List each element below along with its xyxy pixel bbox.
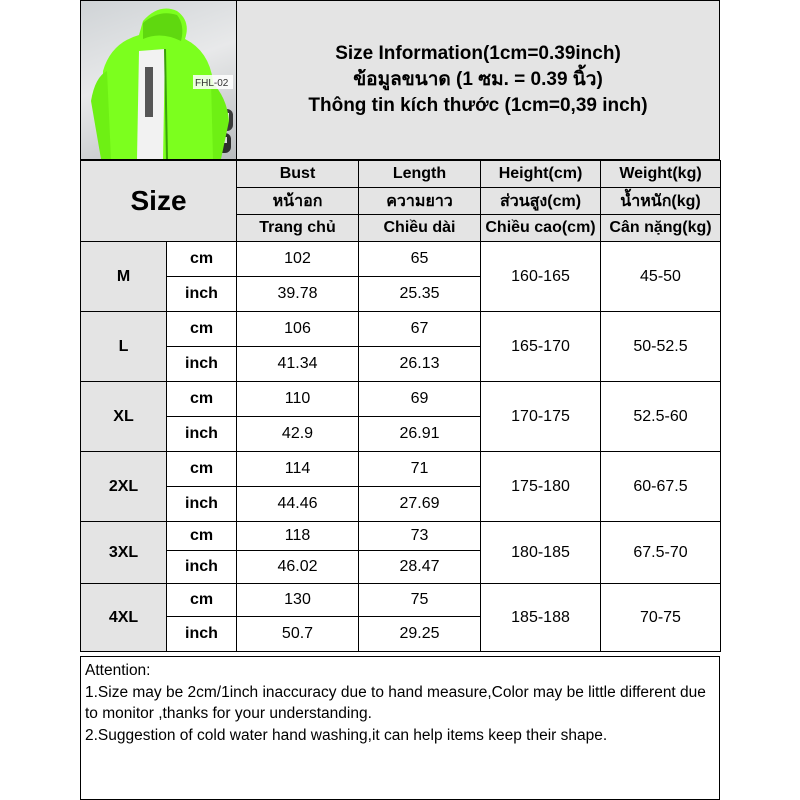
bust-value: 114	[237, 452, 359, 487]
size-label: 2XL	[81, 452, 167, 522]
height-value: 160-165	[481, 242, 601, 312]
unit-label: inch	[167, 551, 237, 584]
attention-note-1: 1.Size may be 2cm/1inch inaccuracy due to hand measure,Color may be little different due to monitor ,thanks for your understanding.	[85, 683, 706, 722]
size-label: XL	[81, 382, 167, 452]
height-value: 170-175	[481, 382, 601, 452]
length-value: 28.47	[359, 551, 481, 584]
size-header: Size	[81, 161, 237, 242]
unit-label: inch	[167, 617, 237, 652]
weight-value: 50-52.5	[601, 312, 721, 382]
column-header-bust: Trang chủ	[237, 215, 359, 242]
title-english: Size Information(1cm=0.39inch)	[335, 43, 621, 64]
title-vietnamese: Thông tin kích thước (1cm=0,39 inch)	[308, 95, 648, 116]
jacket-image	[81, 1, 236, 159]
length-value: 27.69	[359, 487, 481, 522]
unit-label: cm	[167, 522, 237, 551]
height-value: 180-185	[481, 522, 601, 584]
unit-label: cm	[167, 584, 237, 617]
column-header-bust: Bust	[237, 161, 359, 188]
bust-value: 130	[237, 584, 359, 617]
length-value: 71	[359, 452, 481, 487]
column-header-length: ความยาว	[359, 188, 481, 215]
table-row	[81, 382, 721, 417]
length-value: 69	[359, 382, 481, 417]
column-header-weight: น้ำหนัก(kg)	[601, 188, 721, 215]
photo-logo-text: FHL-02	[195, 78, 229, 89]
length-value: 73	[359, 522, 481, 551]
title-area	[237, 1, 719, 159]
bust-value: 50.7	[237, 617, 359, 652]
length-value: 25.35	[359, 277, 481, 312]
length-value: 65	[359, 242, 481, 277]
table-row	[81, 584, 721, 617]
bust-value: 39.78	[237, 277, 359, 312]
column-header-weight: Weight(kg)	[601, 161, 721, 188]
bust-value: 44.46	[237, 487, 359, 522]
weight-value: 52.5-60	[601, 382, 721, 452]
unit-label: cm	[167, 382, 237, 417]
bust-value: 110	[237, 382, 359, 417]
height-value: 185-188	[481, 584, 601, 652]
table-row	[81, 242, 721, 277]
unit-label: inch	[167, 417, 237, 452]
length-value: 26.13	[359, 347, 481, 382]
unit-label: inch	[167, 487, 237, 522]
bust-value: 102	[237, 242, 359, 277]
bust-value: 42.9	[237, 417, 359, 452]
title-thai: ข้อมูลขนาด (1 ซม. = 0.39 นิ้ว)	[353, 69, 603, 90]
attention-note-2: 2.Suggestion of cold water hand washing,it can help items keep their shape.	[85, 726, 608, 744]
length-value: 26.91	[359, 417, 481, 452]
length-value: 75	[359, 584, 481, 617]
table-row	[81, 522, 721, 551]
attention-notes	[80, 656, 720, 800]
column-header-length: Length	[359, 161, 481, 188]
unit-label: cm	[167, 312, 237, 347]
weight-value: 45-50	[601, 242, 721, 312]
weight-value: 60-67.5	[601, 452, 721, 522]
unit-label: cm	[167, 452, 237, 487]
product-photo	[81, 1, 237, 159]
size-label: M	[81, 242, 167, 312]
height-value: 175-180	[481, 452, 601, 522]
size-label: L	[81, 312, 167, 382]
header-block	[80, 0, 720, 160]
attention-heading: Attention:	[85, 662, 151, 679]
weight-value: 70-75	[601, 584, 721, 652]
column-header-bust: หน้าอก	[237, 188, 359, 215]
length-value: 29.25	[359, 617, 481, 652]
column-header-weight: Cân nặng(kg)	[601, 215, 721, 242]
height-value: 165-170	[481, 312, 601, 382]
size-chart-table	[80, 160, 721, 652]
weight-value: 67.5-70	[601, 522, 721, 584]
unit-label: cm	[167, 242, 237, 277]
unit-label: inch	[167, 347, 237, 382]
column-header-height: Chiều cao(cm)	[481, 215, 601, 242]
column-header-height: ส่วนสูง(cm)	[481, 188, 601, 215]
size-label: 3XL	[81, 522, 167, 584]
unit-label: inch	[167, 277, 237, 312]
bust-value: 118	[237, 522, 359, 551]
table-row	[81, 312, 721, 347]
column-header-length: Chiều dài	[359, 215, 481, 242]
bust-value: 46.02	[237, 551, 359, 584]
column-header-height: Height(cm)	[481, 161, 601, 188]
bust-value: 41.34	[237, 347, 359, 382]
bust-value: 106	[237, 312, 359, 347]
table-row	[81, 452, 721, 487]
size-label: 4XL	[81, 584, 167, 652]
header-row	[81, 161, 721, 188]
length-value: 67	[359, 312, 481, 347]
